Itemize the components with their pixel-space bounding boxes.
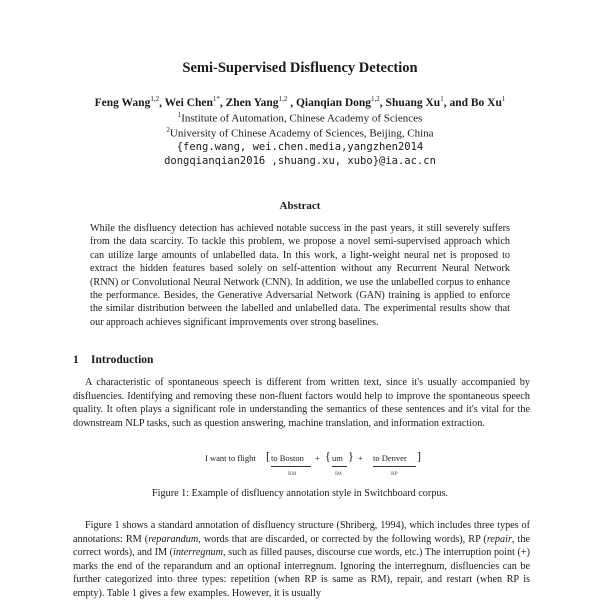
figure-im-text: um (332, 453, 343, 463)
abstract-text: While the disfluency detection has achieved notable success in the past years, it still severely suffers from the data scarcity. To tackle this problem, we propose a novel semi-supervised approach which can utilize large amounts of unlabelled data. In this work, a light-weight neural net is proposed to extract the hidden features based solely on self-attention without any Recurrent Neural Network (RNN) or Convolutional Neural Network (CNN). In addition, we use the unlabelled corpus to enhance the performance. Besides, the Generative Adversarial Network (GAN) training is applied to enforce the similar distribution between the labelled and unlabelled data. The experimental results show that our approach achieves significant improvements over strong baselines. (90, 223, 510, 328)
author: Zhen Yang$^{1,2}$ , (225, 95, 296, 109)
figure-rm-text: to Boston (271, 453, 304, 463)
body-paragraph: Figure 1 shows a standard annotation of disfluency structure (Shriberg, 1994), which includes three types of annotations: RM (reparandum, words that are discarded, or corrected by the following words), RP (repair, the correct words), and IM (interregnum, such as filled pauses, discourse cue words, etc.) The interruption point (+) marks the end of the reparandum and an optional interregnum. Ignoring the interregnum, disfluencies can be further categorized into three types: repetition (when RP is same as RM), repair, and restart (when RP is empty). Table 1 gives a few examples. However, it is usually (73, 520, 530, 599)
figure-rm-label: RM (288, 471, 297, 477)
rp-underline (373, 466, 416, 467)
author: Feng Wang$^{1,2}$, (94, 95, 165, 109)
affiliation-1: $^1$Institute of Automation, Chinese Academy of Sciences (177, 111, 423, 125)
figure-caption: Figure 1: Example of disfluency annotation style in Switchboard corpus. (152, 488, 448, 499)
figure-1 (205, 449, 421, 479)
section-number: 1 (73, 354, 79, 366)
interruption-point-2: + (358, 453, 363, 463)
bracket-close-icon: ] (417, 449, 421, 463)
paper-title: Semi-Supervised Disfluency Detection (182, 60, 418, 76)
figure-im-label: IM (335, 471, 342, 477)
im-underline (332, 466, 347, 467)
figure-prefix: I want to flight (205, 453, 256, 463)
author-list (0, 95, 600, 109)
email-line-1: {feng.wang, wei.chen.media,yangzhen2014 (176, 141, 424, 153)
section-title: Introduction (91, 354, 154, 366)
affiliation-2: $^2$University of Chinese Academy of Sciences, Beijing, China (166, 126, 434, 140)
brace-open-icon: { (325, 449, 331, 463)
bracket-open-icon: [ (266, 449, 270, 463)
author: Shuang Xu$^1$, and (385, 95, 471, 109)
section-heading (73, 354, 153, 366)
author: Bo Xu$^1$ (470, 95, 506, 109)
abstract-heading: Abstract (279, 200, 321, 212)
rm-underline (271, 466, 311, 467)
intro-paragraph: A characteristic of spontaneous speech is different from written text, since it's usually accompanied by disfluencies. Identifying and removing these non-fluent factors would help to improve the spontaneous speech quality. It often plays a significant role in understanding the semantics of these sentences and it's vital for the downstream NLP tasks, such as question answering, machine translation, and information extraction. (73, 377, 530, 429)
email-line-2: dongqianqian2016 ,shuang.xu, xubo}@ia.ac.cn (164, 155, 436, 167)
interruption-point-1: + (315, 453, 320, 463)
brace-close-icon: } (348, 449, 354, 463)
author: Qianqian Dong$^{1,2}$, (295, 95, 386, 109)
figure-rp-label: RP (391, 471, 398, 477)
figure-rp-text: to Denver (373, 453, 407, 463)
author: Wei Chen$^{1*}$, (164, 95, 226, 109)
